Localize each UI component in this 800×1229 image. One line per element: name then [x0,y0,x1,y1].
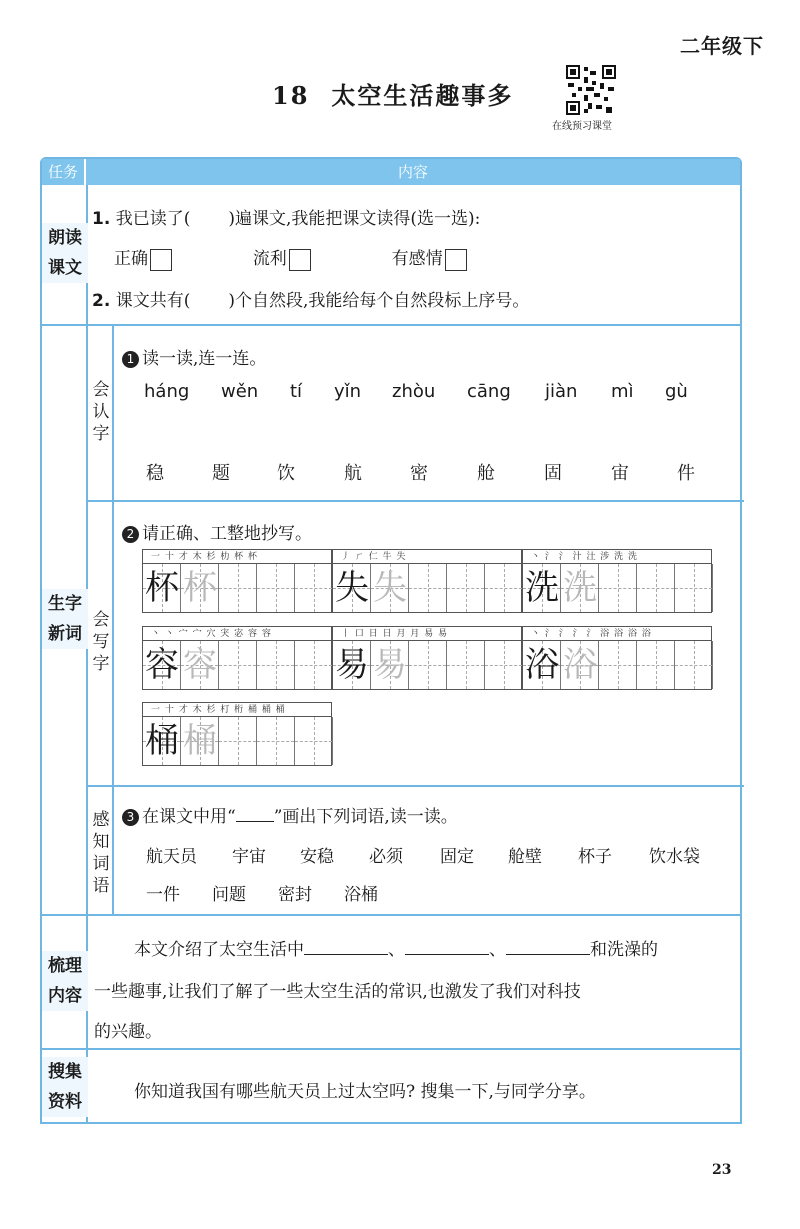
subcat-char: 知 [92,832,110,852]
category-line: 生字 [48,594,82,614]
pinyin[interactable]: mì [611,381,634,402]
writing-cell[interactable] [142,626,332,690]
summary-text: 、 [489,940,506,960]
instruction-text: 请正确、工整地抄写。 [142,524,312,544]
category-line: 资料 [48,1092,82,1112]
hanzi[interactable]: 题 [212,463,230,484]
instruction-write [122,519,312,544]
category-line: 搜集 [48,1062,82,1082]
underline-sample [236,821,274,822]
practice-square[interactable] [257,641,295,689]
pinyin[interactable]: zhòu [392,381,436,402]
stroke-order: 丨 口 日 日 月 月 易 易 [333,627,521,641]
subcat-char: 会 [92,610,110,630]
pinyin[interactable]: háng [144,381,190,402]
category-line: 梳理 [48,956,82,976]
category-reading [42,223,88,283]
writing-cell[interactable] [332,626,522,690]
answer-blank[interactable] [506,954,590,955]
word[interactable]: 问题 [212,885,246,905]
pinyin[interactable]: yǐn [334,381,362,402]
hanzi[interactable]: 密 [410,463,428,484]
category-new-chars [42,589,88,649]
lesson-number: 18 [272,81,310,110]
checkbox[interactable] [445,249,467,271]
option-label: 有感情 [391,249,443,269]
option-label: 正确 [114,249,148,269]
pinyin[interactable]: cāng [467,381,511,402]
row-divider [42,914,740,916]
practice-square[interactable] [485,641,523,689]
practice-square[interactable] [447,564,485,612]
word[interactable]: 航天员 [146,847,197,867]
word[interactable]: 宇宙 [232,847,266,867]
page-number: 23 [712,1162,732,1178]
stroke-order: 一 十 才 木 杉 朸 杯 杯 [143,550,331,564]
header-content: 内容 [397,163,428,181]
stroke-order: 丿 ㄏ 仁 牛 失 [333,550,521,564]
trace-char[interactable]: 易 [373,645,407,685]
model-char: 易 [335,645,369,685]
word[interactable]: 浴桶 [344,885,378,905]
summary-text: 、 [388,940,405,960]
practice-square[interactable] [637,641,675,689]
question-1 [92,204,480,229]
trace-char[interactable]: 浴 [563,645,597,685]
word[interactable]: 饮水袋 [649,847,700,867]
pinyin[interactable]: jiàn [545,381,578,402]
writing-cell[interactable] [142,702,332,766]
pinyin[interactable]: tí [290,381,303,402]
writing-cell[interactable] [522,626,712,690]
practice-square[interactable] [219,564,257,612]
practice-square[interactable] [219,641,257,689]
trace-char[interactable]: 容 [183,645,217,685]
stroke-order: 丶 丶 宀 宀 穴 宊 宓 容 容 [143,627,331,641]
summary-text: 本文介绍了太空生活中 [134,940,304,960]
instruction-recognize [122,344,266,369]
practice-square[interactable] [675,641,713,689]
item-number-badge: 2 [122,526,139,543]
question-number: 2. [92,291,111,311]
option-label: 流利 [252,249,287,269]
reading-options [114,244,467,271]
qr-code-icon[interactable] [566,65,616,115]
instruction-words [122,802,458,827]
practice-square[interactable] [219,717,257,765]
subrow-divider [88,785,744,787]
worksheet-table [40,157,742,1124]
model-char: 失 [335,568,369,608]
row-divider [42,324,740,326]
question-text: )遍课文,我能把课文读得(选一选): [228,209,481,229]
word[interactable]: 杯子 [578,847,612,867]
model-char: 洗 [525,568,559,608]
subcat-char: 写 [92,632,110,652]
practice-square[interactable] [409,641,447,689]
stroke-order: 丶 氵 氵 氵 氵 浴 浴 浴 浴 [523,627,711,641]
summary-text: 和洗澡的 [590,940,658,960]
answer-blank[interactable] [405,954,489,955]
trace-char[interactable]: 洗 [563,568,597,608]
question-number: 1. [92,209,111,229]
instruction-text: 在课文中用“ [142,807,236,827]
practice-square[interactable] [295,717,333,765]
hanzi[interactable]: 固 [544,463,562,484]
hanzi[interactable]: 饮 [277,463,295,484]
word[interactable]: 固定 [440,847,474,867]
trace-char[interactable]: 失 [373,568,407,608]
checkbox[interactable] [150,249,172,271]
trace-char[interactable]: 桶 [183,721,217,761]
category-line: 新词 [48,624,82,644]
pinyin[interactable]: gù [665,381,688,402]
practice-square[interactable] [409,564,447,612]
practice-square[interactable] [675,564,713,612]
practice-square[interactable] [599,641,637,689]
subcat-recognize [88,379,114,445]
hanzi[interactable]: 宙 [611,463,629,484]
stroke-order: 丶 氵 氵 汁 汢 涉 洗 洗 [523,550,711,564]
header-task: 任务 [42,159,86,185]
practice-square[interactable] [257,564,295,612]
question-text: )个自然段,我能给每个自然段标上序号。 [228,291,530,311]
writing-cell[interactable] [142,549,332,613]
question-text: 我已读了( [115,209,191,229]
summary-line-1 [134,935,658,960]
subcat-char: 感 [92,810,110,830]
subcat-char: 字 [92,424,110,444]
practice-square[interactable] [637,564,675,612]
model-char: 桶 [145,721,179,761]
writing-cell[interactable] [522,549,712,613]
question-text: 课文共有( [115,291,191,311]
subcat-char: 认 [92,402,110,422]
subcat-write [88,609,114,675]
practice-square[interactable] [257,717,295,765]
subcat-char: 语 [92,876,110,896]
model-char: 杯 [145,568,179,608]
word[interactable]: 必须 [369,847,403,867]
word[interactable]: 一件 [146,885,180,905]
category-summary [42,951,88,1011]
category-collect [42,1057,88,1117]
hanzi[interactable]: 航 [344,463,362,484]
subcat-char: 会 [92,380,110,400]
practice-square[interactable] [447,641,485,689]
word[interactable]: 密封 [278,885,312,905]
practice-square[interactable] [599,564,637,612]
practice-square[interactable] [485,564,523,612]
answer-blank[interactable] [304,954,388,955]
instruction-text: 读一读,连一连。 [142,349,267,369]
item-number-badge: 3 [122,809,139,826]
instruction-text: ”画出下列词语,读一读。 [273,807,458,827]
lesson-title [272,76,513,111]
hanzi[interactable]: 件 [677,463,695,484]
row-divider [42,1048,740,1050]
item-number-badge: 1 [122,351,139,368]
hanzi[interactable]: 舱 [477,463,495,484]
checkbox[interactable] [289,249,311,271]
word[interactable]: 舱壁 [508,847,542,867]
category-line: 内容 [48,986,82,1006]
practice-square[interactable] [295,564,333,612]
practice-square[interactable] [295,641,333,689]
collect-text: 你知道我国有哪些航天员上过太空吗? 搜集一下,与同学分享。 [134,1082,596,1102]
question-2 [92,286,529,311]
category-line: 朗读 [48,228,82,248]
model-char: 浴 [525,645,559,685]
table-header [42,159,740,185]
subcat-words [88,809,114,897]
subcat-char: 字 [92,654,110,674]
category-line: 课文 [48,258,82,278]
writing-cell[interactable] [332,549,522,613]
word[interactable]: 安稳 [300,847,334,867]
trace-char[interactable]: 杯 [183,568,217,608]
subrow-divider [88,500,744,502]
qr-label: 在线预习课堂 [552,121,612,132]
model-char: 容 [145,645,179,685]
subcat-char: 词 [92,854,110,874]
stroke-order: 一 十 才 木 杉 朾 桁 桶 桶 桶 [143,703,331,717]
pinyin[interactable]: wěn [221,381,259,402]
lesson-title-text: 太空生活趣事多 [331,82,514,110]
summary-line-2: 一些趣事,让我们了解了一些太空生活的常识,也激发了我们对科技 [94,982,581,1002]
summary-line-3: 的兴趣。 [94,1022,162,1042]
hanzi[interactable]: 稳 [146,463,164,484]
grade-label: 二年级下 [680,34,764,58]
